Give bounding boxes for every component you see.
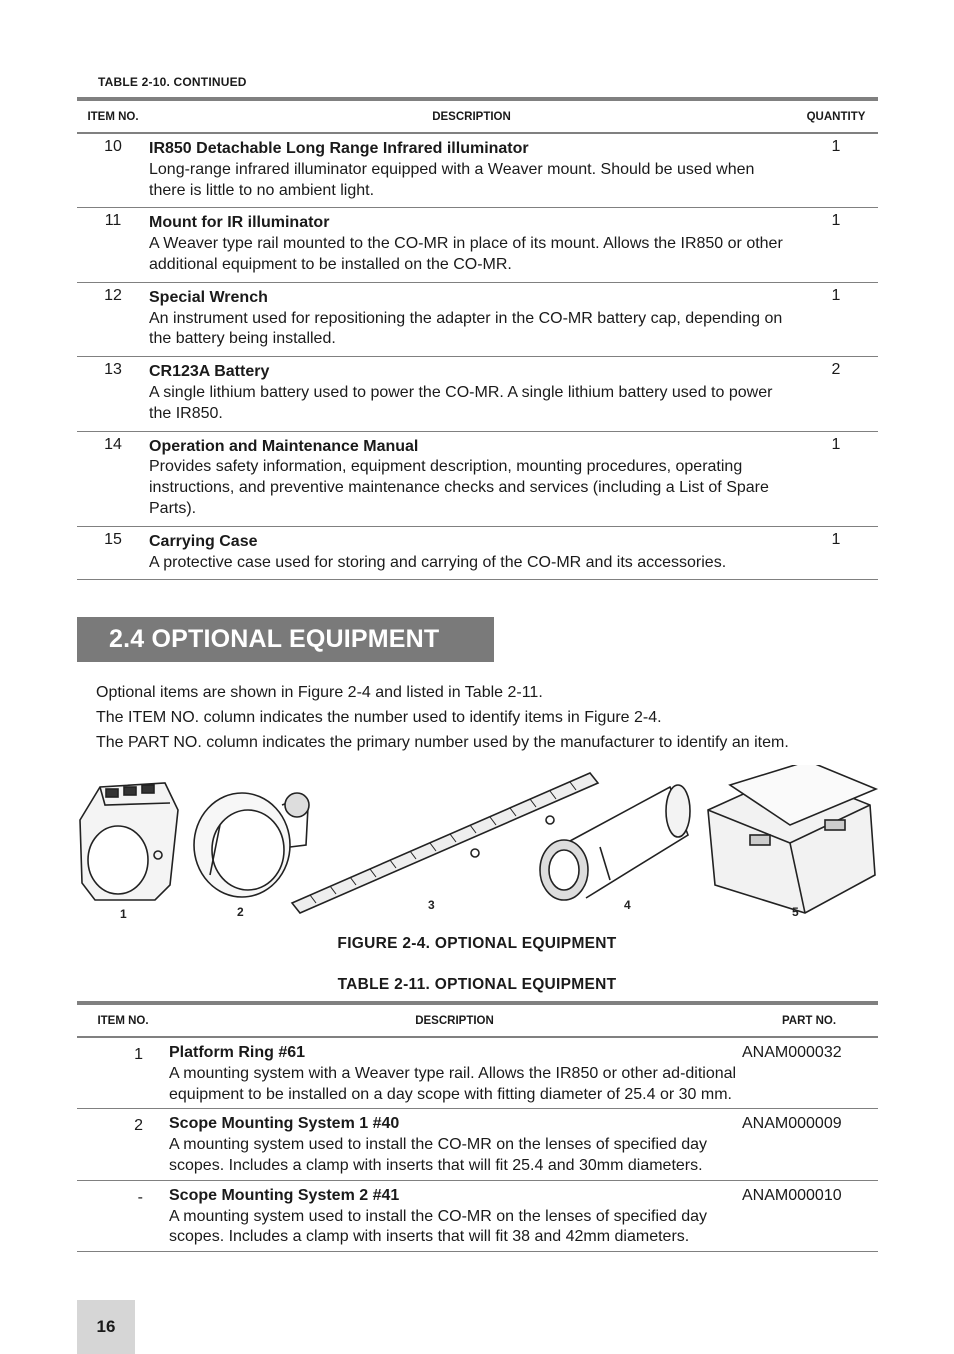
item-number: 13 xyxy=(77,357,149,431)
item-number: 15 xyxy=(77,526,149,580)
item-title: Scope Mounting System 2 #41 xyxy=(169,1186,400,1204)
platform-ring-illustration xyxy=(80,783,178,900)
item-number: 12 xyxy=(77,282,149,356)
item-title: Scope Mounting System 1 #40 xyxy=(169,1115,400,1133)
item-description: A protective case used for storing and carrying of the CO-MR and its accessories. xyxy=(149,553,727,571)
part-number: ANAM000010 xyxy=(740,1180,878,1251)
table-row xyxy=(77,1037,878,1109)
table-row xyxy=(77,431,878,526)
item-description: Long-range infrared illuminator equipped with a Weaver mount. Should be used when there is little to no ambient light. xyxy=(149,160,755,199)
item-quantity: 1 xyxy=(794,526,878,580)
optional-equipment-table xyxy=(77,1001,878,1252)
item-quantity: 1 xyxy=(794,133,878,208)
figure-label-3: 3 xyxy=(428,898,435,912)
item-description: A mounting system with a Weaver type rail. Allows the IR850 or other ad-ditional equipment to be installed on a day scope with fitting diameter of 25.4 or 30 mm. xyxy=(169,1064,737,1103)
intro-paragraph: The PART NO. column indicates the primary number used by the manufacturer to identify an item. xyxy=(96,734,789,751)
table-caption: TABLE 2-11. OPTIONAL EQUIPMENT xyxy=(337,976,617,993)
column-header-description: DESCRIPTION xyxy=(149,99,794,133)
item-title: Platform Ring #61 xyxy=(169,1044,306,1061)
carrying-case-illustration xyxy=(708,765,876,913)
table-row xyxy=(77,133,878,208)
table-row xyxy=(77,526,878,580)
table-row xyxy=(77,357,878,431)
figure-label-5: 5 xyxy=(792,905,799,919)
item-quantity: 1 xyxy=(794,282,878,356)
ir-illuminator-illustration xyxy=(540,785,690,900)
item-description: Provides safety information, equipment description, mounting procedures, operating instructions, and preventive maintenance checks and services (including a List of Spare Parts). xyxy=(149,458,769,517)
figure-label-2: 2 xyxy=(237,905,244,919)
table-row xyxy=(77,208,878,282)
intro-paragraph: The ITEM NO. column indicates the number used to identify items in Figure 2-4. xyxy=(96,709,662,726)
column-header-item-no: ITEM NO. xyxy=(77,1003,169,1037)
item-quantity: 1 xyxy=(794,208,878,282)
item-title: Special Wrench xyxy=(149,288,268,306)
item-description: A Weaver type rail mounted to the CO-MR in place of its mount. Allows the IR850 or other additional equipment to be installed on the CO-MR. xyxy=(149,235,783,273)
intro-paragraph: Optional items are shown in Figure 2-4 and listed in Table 2-11. xyxy=(96,684,543,701)
part-number: ANAM000009 xyxy=(740,1109,878,1180)
column-header-description: DESCRIPTION xyxy=(169,1003,740,1037)
column-header-quantity: QUANTITY xyxy=(794,99,878,133)
item-title: CR123A Battery xyxy=(149,363,270,381)
item-quantity: 2 xyxy=(794,357,878,431)
item-number: 1 xyxy=(77,1037,169,1109)
scope-mount-illustration xyxy=(194,793,309,897)
item-description: A single lithium battery used to power the CO-MR. A single lithium battery used to power the IR850. xyxy=(149,383,773,422)
item-title: IR850 Detachable Long Range Infrared illuminator xyxy=(149,140,529,157)
item-description: A mounting system used to install the CO-MR on the lenses of specified day scopes. Includes a clamp with inserts that will fit 38 and 42mm diameters. xyxy=(169,1207,708,1246)
item-quantity: 1 xyxy=(794,431,878,526)
included-equipment-table xyxy=(77,97,878,580)
item-description: An instrument used for repositioning the adapter in the CO-MR battery cap, depending on the battery being installed. xyxy=(149,309,783,348)
item-number: 2 xyxy=(77,1109,169,1180)
optional-equipment-figure xyxy=(70,765,885,925)
part-number: ANAM000032 xyxy=(740,1037,878,1109)
item-number: - xyxy=(77,1180,169,1251)
item-number: 14 xyxy=(77,431,149,526)
item-title: Operation and Maintenance Manual xyxy=(149,437,419,455)
table-caption-continued: TABLE 2-10. CONTINUED xyxy=(98,75,247,89)
figure-label-1: 1 xyxy=(120,907,127,921)
item-description: A mounting system used to install the CO-MR on the lenses of specified day scopes. Includes a clamp with inserts that will fit 25.4 and 30mm diameters. xyxy=(169,1136,708,1174)
column-header-item-no: ITEM NO. xyxy=(77,99,149,133)
item-number: 11 xyxy=(77,208,149,282)
item-title: Carrying Case xyxy=(149,532,258,550)
figure-label-4: 4 xyxy=(624,898,631,912)
table-row xyxy=(77,282,878,356)
item-number: 10 xyxy=(77,133,149,208)
section-heading: 2.4 OPTIONAL EQUIPMENT xyxy=(77,617,494,662)
table-row xyxy=(77,1180,878,1251)
table-row xyxy=(77,1109,878,1180)
page-number: 16 xyxy=(77,1300,135,1354)
section-intro xyxy=(96,680,789,755)
column-header-part-no: PART NO. xyxy=(740,1003,878,1037)
item-title: Mount for IR illuminator xyxy=(149,214,330,232)
figure-caption: FIGURE 2-4. OPTIONAL EQUIPMENT xyxy=(337,935,617,952)
